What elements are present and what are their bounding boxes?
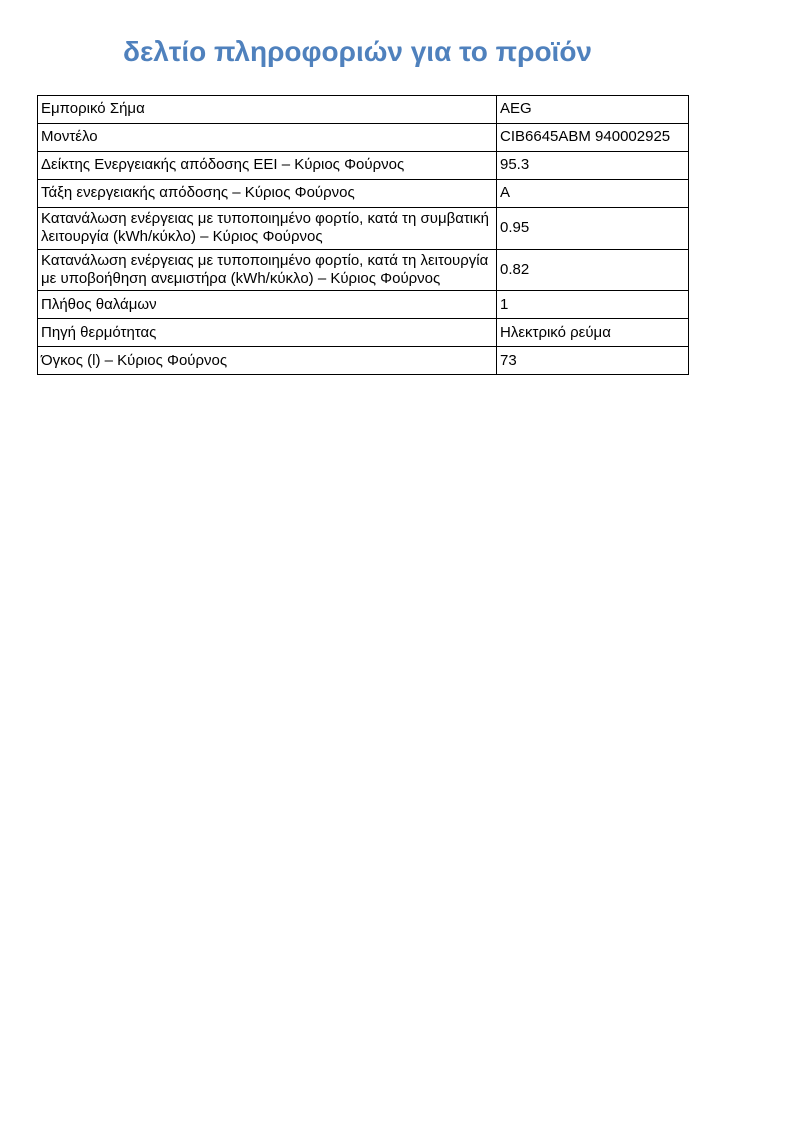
product-info-table xyxy=(37,95,689,375)
table-row xyxy=(38,319,689,347)
row-label: Μοντέλο xyxy=(38,124,497,152)
table-row xyxy=(38,180,689,208)
row-label: Πλήθος θαλάμων xyxy=(38,291,497,319)
row-label: Κατανάλωση ενέργειας με τυποποιημένο φορτίο, κατά τη συμβατική λειτουργία (kWh/κύκλο) – Κύριος Φούρνος xyxy=(38,208,497,250)
table-row xyxy=(38,124,689,152)
row-value: 1 xyxy=(497,291,689,319)
row-value: Ηλεκτρικό ρεύμα xyxy=(497,319,689,347)
page-title: δελτίο πληροφοριών για το προϊόν xyxy=(123,36,592,67)
table-row xyxy=(38,152,689,180)
row-value: 73 xyxy=(497,347,689,375)
table-row xyxy=(38,96,689,124)
row-value: 0.82 xyxy=(497,249,689,291)
row-value: AEG xyxy=(497,96,689,124)
row-label: Εμπορικό Σήμα xyxy=(38,96,497,124)
table-row xyxy=(38,347,689,375)
row-value: 0.95 xyxy=(497,208,689,250)
table-row xyxy=(38,208,689,250)
row-label: Δείκτης Ενεργειακής απόδοσης ΕΕΙ – Κύριος Φούρνος xyxy=(38,152,497,180)
table-row xyxy=(38,291,689,319)
row-value: A xyxy=(497,180,689,208)
row-label: Κατανάλωση ενέργειας με τυποποιημένο φορτίο, κατά τη λειτουργία με υποβοήθηση ανεμιστήρα (kWh/κύκλο) – Κύριος Φούρνος xyxy=(38,249,497,291)
product-table-body xyxy=(38,96,689,375)
row-label: Τάξη ενεργειακής απόδοσης – Κύριος Φούρνος xyxy=(38,180,497,208)
table-row xyxy=(38,249,689,291)
row-value: 95.3 xyxy=(497,152,689,180)
row-value: CIB6645ABM 940002925 xyxy=(497,124,689,152)
row-label: Πηγή θερμότητας xyxy=(38,319,497,347)
row-label: Όγκος (l) – Κύριος Φούρνος xyxy=(38,347,497,375)
